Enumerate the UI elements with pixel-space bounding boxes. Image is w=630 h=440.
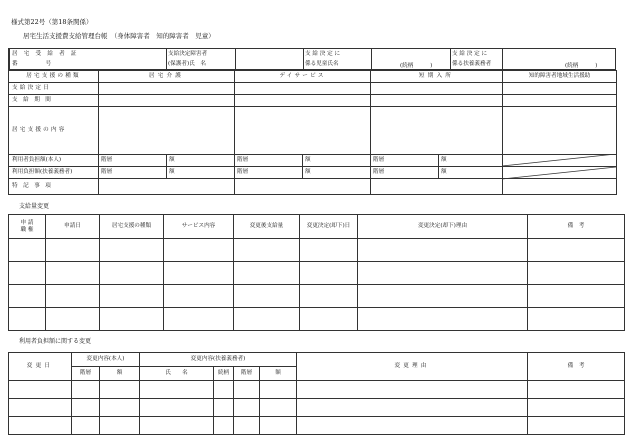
- table-cell[interactable]: [528, 399, 625, 417]
- col-change-reason: 変更理由: [297, 353, 528, 381]
- table-cell[interactable]: [358, 239, 528, 262]
- table-cell[interactable]: [300, 308, 358, 331]
- table-cell[interactable]: [528, 285, 625, 308]
- col-group-home: 知的障害者地域生活援助: [503, 71, 617, 83]
- row-label-support-type: 居宅支援の種類: [9, 71, 99, 83]
- table-cell[interactable]: [9, 285, 46, 308]
- row-label-content: 居宅支援の内容: [9, 107, 99, 155]
- table-cell[interactable]: [260, 399, 297, 417]
- table-cell[interactable]: [100, 239, 164, 262]
- table-cell[interactable]: [164, 239, 234, 262]
- row-label-guardian-burden: 利用負担額(扶養義務者): [9, 167, 99, 179]
- table-cell[interactable]: [528, 417, 625, 435]
- table-cell[interactable]: [100, 381, 140, 399]
- row-label-period: 支給期間: [9, 95, 99, 107]
- col-decision-reason: 変更決定(却下)理由: [358, 215, 528, 239]
- user-bracket-short-stay[interactable]: 階層: [371, 155, 439, 167]
- table-row: [9, 285, 625, 308]
- content-group-home[interactable]: [503, 107, 617, 155]
- guardian-bracket-home-care[interactable]: 階層: [99, 167, 167, 179]
- user-amount-short-stay[interactable]: 額: [439, 155, 503, 167]
- table-cell[interactable]: [214, 399, 234, 417]
- sub-col-guardian-relation: 続柄: [214, 367, 234, 381]
- row-label-decision-date: 支給決定日: [9, 83, 99, 95]
- quantity-change-table: [8, 214, 625, 331]
- change-section-title: 支給量変更: [19, 203, 50, 210]
- table-cell[interactable]: [164, 262, 234, 285]
- table-cell[interactable]: [9, 381, 72, 399]
- table-cell[interactable]: [164, 285, 234, 308]
- content-short-stay[interactable]: [371, 107, 503, 155]
- table-row: [9, 262, 625, 285]
- table-cell[interactable]: [46, 308, 100, 331]
- table-cell[interactable]: [46, 262, 100, 285]
- table-cell[interactable]: [234, 417, 260, 435]
- table-cell[interactable]: [234, 262, 300, 285]
- guardian-amount-short-stay[interactable]: 額: [439, 167, 503, 179]
- disabled-person-name-label: 支給決定障害者: [168, 51, 208, 57]
- row-label-user-burden: 利用者負担額(本人): [9, 155, 99, 167]
- table-cell[interactable]: [234, 239, 300, 262]
- table-cell[interactable]: [234, 308, 300, 331]
- child-name-label-2: 係る児童氏名: [305, 61, 339, 67]
- table-cell[interactable]: [9, 239, 46, 262]
- table-cell[interactable]: [300, 285, 358, 308]
- table-cell[interactable]: [72, 399, 100, 417]
- table-row: [9, 399, 625, 417]
- col-service-content: サービス内容: [164, 215, 234, 239]
- table-cell[interactable]: [100, 308, 164, 331]
- guardian-amount-day-service[interactable]: 額: [303, 167, 371, 179]
- table-cell[interactable]: [358, 262, 528, 285]
- table-cell[interactable]: [234, 399, 260, 417]
- period-day-service[interactable]: [235, 95, 371, 107]
- table-cell[interactable]: [46, 285, 100, 308]
- void-diagonal-strokes: [502, 154, 616, 180]
- form-title: 居宅生活支援費支給管理台帳 （身体障害者 知的障害者 児童）: [23, 32, 215, 40]
- table-cell[interactable]: [234, 381, 260, 399]
- col-day-service: デイサービス: [235, 71, 371, 83]
- decision-date-short-stay[interactable]: [371, 83, 503, 95]
- col-remarks: 備 考: [528, 215, 625, 239]
- decision-date-day-service[interactable]: [235, 83, 371, 95]
- guardian-bracket-short-stay[interactable]: 階層: [371, 167, 439, 179]
- child-relation-label: (続柄 ): [400, 63, 433, 69]
- sub-col-guardian-name: 氏 名: [140, 367, 214, 381]
- col-change-self: 変更内容(本人): [72, 353, 140, 367]
- guardian-bracket-day-service[interactable]: 階層: [235, 167, 303, 179]
- burden-change-table: [8, 352, 625, 435]
- table-cell[interactable]: [528, 262, 625, 285]
- table-cell[interactable]: [214, 417, 234, 435]
- guardian-name-label: 支 給 決 定 に: [452, 51, 488, 57]
- content-day-service[interactable]: [235, 107, 371, 155]
- period-short-stay[interactable]: [371, 95, 503, 107]
- table-cell[interactable]: [358, 308, 528, 331]
- notes-short-stay[interactable]: [371, 179, 503, 195]
- guardian-amount-home-care[interactable]: 額: [167, 167, 235, 179]
- table-cell[interactable]: [9, 262, 46, 285]
- table-cell[interactable]: [528, 239, 625, 262]
- guardian-name-label-2: 係る扶養義務者: [452, 61, 492, 67]
- period-group-home[interactable]: [503, 95, 617, 107]
- table-cell[interactable]: [300, 262, 358, 285]
- sub-col-guardian-amount: 額: [260, 367, 297, 381]
- sub-col-self-amount: 額: [100, 367, 140, 381]
- col-short-stay: 短期入所: [371, 71, 503, 83]
- table-cell[interactable]: [100, 262, 164, 285]
- table-cell[interactable]: [528, 381, 625, 399]
- recipient-cert-no-label: 居 宅 受 給 者 証: [12, 51, 79, 57]
- table-cell[interactable]: [297, 417, 528, 435]
- burden-section-title: 利用者負担額に関する変更: [19, 338, 92, 345]
- table-cell[interactable]: [297, 399, 528, 417]
- table-cell[interactable]: [260, 417, 297, 435]
- sub-col-self-bracket: 階層: [72, 367, 100, 381]
- table-cell[interactable]: [528, 308, 625, 331]
- table-cell[interactable]: [100, 285, 164, 308]
- table-cell[interactable]: [9, 308, 46, 331]
- table-cell[interactable]: [297, 381, 528, 399]
- table-cell[interactable]: [234, 285, 300, 308]
- table-cell[interactable]: [140, 417, 214, 435]
- col-decision-date: 変更決定(却下)日: [300, 215, 358, 239]
- col-change-date: 変更日: [9, 353, 72, 381]
- col-changed-amount: 変更後支給量: [234, 215, 300, 239]
- user-amount-home-care[interactable]: 額: [167, 155, 235, 167]
- col-apply-date: 申請日: [46, 215, 100, 239]
- table-cell[interactable]: [140, 381, 214, 399]
- disabled-person-name-field[interactable]: [236, 49, 302, 69]
- table-row: [9, 239, 625, 262]
- table-cell[interactable]: [72, 417, 100, 435]
- table-cell[interactable]: [9, 417, 72, 435]
- decision-date-group-home[interactable]: [503, 83, 617, 95]
- table-cell[interactable]: [46, 239, 100, 262]
- col-change-guardian: 変更内容(扶養義務者): [140, 353, 297, 367]
- table-cell[interactable]: [72, 381, 100, 399]
- row-label-notes: 特記事項: [9, 179, 99, 195]
- content-home-care[interactable]: [99, 107, 235, 155]
- table-cell[interactable]: [100, 417, 140, 435]
- disabled-person-name-label-2: (保護者)氏 名: [168, 61, 206, 67]
- table-cell[interactable]: [100, 399, 140, 417]
- table-cell[interactable]: [358, 285, 528, 308]
- notes-day-service[interactable]: [235, 179, 371, 195]
- notes-group-home[interactable]: [503, 179, 617, 195]
- recipient-cert-no-label-2: 番 号: [12, 61, 52, 67]
- col-support-type: 居宅支援の種類: [100, 215, 164, 239]
- table-cell[interactable]: [164, 308, 234, 331]
- sub-col-guardian-bracket: 階層: [234, 367, 260, 381]
- child-name-field[interactable]: [372, 49, 449, 69]
- table-cell[interactable]: [214, 381, 234, 399]
- table-cell[interactable]: [140, 399, 214, 417]
- col-burden-remarks: 備 考: [528, 353, 625, 381]
- table-cell[interactable]: [260, 381, 297, 399]
- user-amount-day-service[interactable]: 額: [303, 155, 371, 167]
- table-cell[interactable]: [9, 399, 72, 417]
- table-row: [9, 417, 625, 435]
- col-application-type: 申 請 職 権: [9, 215, 46, 239]
- table-row: [9, 308, 625, 331]
- period-home-care[interactable]: [99, 95, 235, 107]
- table-row: [9, 381, 625, 399]
- form-number: 様式第22号（第18条関係）: [11, 18, 93, 26]
- decision-date-home-care[interactable]: [99, 83, 235, 95]
- guardian-name-field[interactable]: [503, 49, 615, 69]
- col-home-care: 居宅介護: [99, 71, 235, 83]
- child-name-label: 支 給 決 定 に: [305, 51, 341, 57]
- table-cell[interactable]: [300, 239, 358, 262]
- guardian-relation-label: (続柄 ): [565, 63, 598, 69]
- user-bracket-home-care[interactable]: 階層: [99, 155, 167, 167]
- recipient-cert-no-field[interactable]: [71, 49, 165, 69]
- notes-home-care[interactable]: [99, 179, 235, 195]
- user-bracket-day-service[interactable]: 階層: [235, 155, 303, 167]
